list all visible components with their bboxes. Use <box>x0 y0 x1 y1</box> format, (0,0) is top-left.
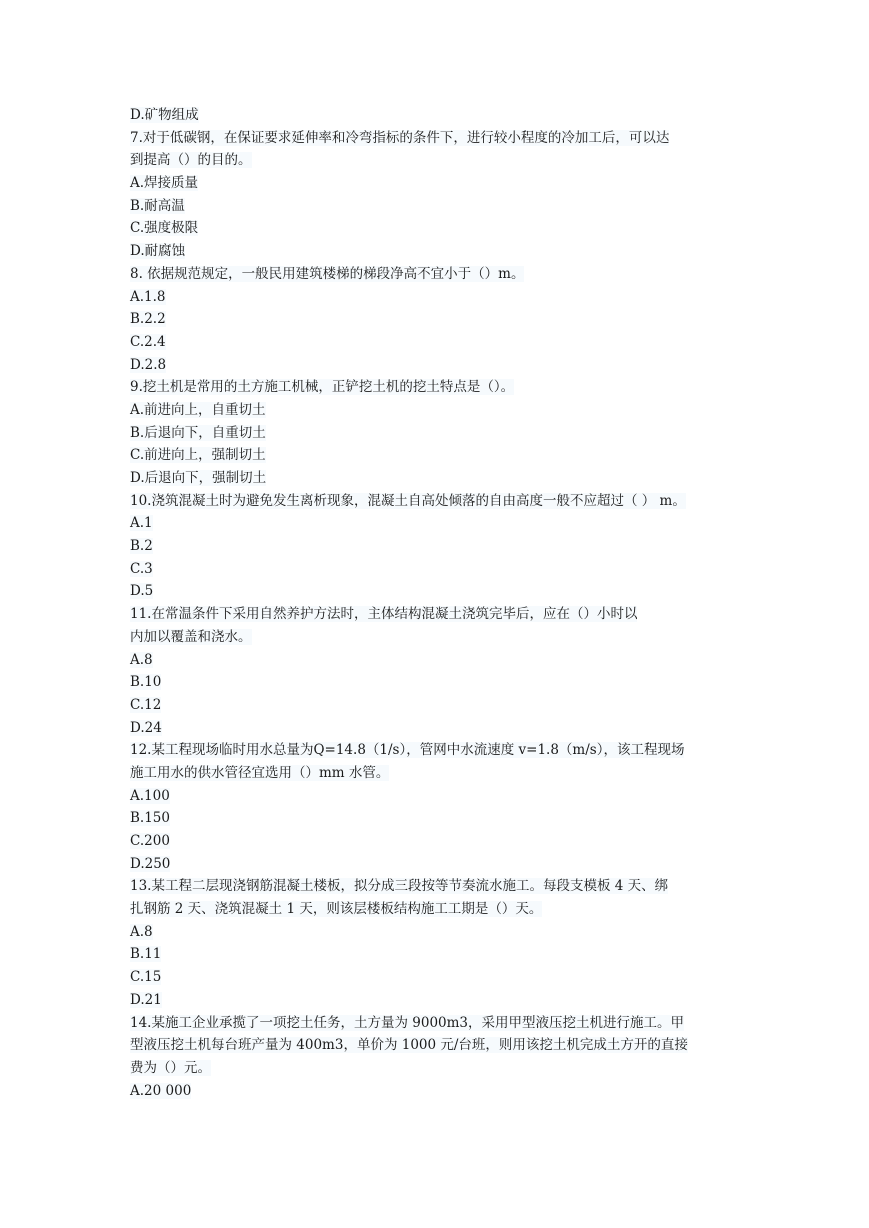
option-d: D.21 <box>130 991 162 1008</box>
option-c: C.3 <box>130 560 153 577</box>
option-d: D.250 <box>130 855 171 872</box>
option-c: C.12 <box>130 696 162 713</box>
question-9: 9.挖土机是常用的土方施工机械，正铲挖土机的挖土特点是（）。 <box>130 379 515 396</box>
option-a: A.8 <box>130 923 153 940</box>
question-13-line-2: 扎钢筋 2 天、浇筑混凝土 1 天，则该层楼板结构施工工期是（）天。 <box>130 901 543 918</box>
question-11-line-1: 11.在常温条件下采用自然养护方法时，主体结构混凝土浇筑完毕后，应在（）小时以 <box>130 606 638 623</box>
option-a: A.1.8 <box>130 288 166 305</box>
question-7-line-2: 到提高（）的目的。 <box>130 152 252 169</box>
question-12-line-1: 12.某工程现场临时用水总量为Q=14.8（1/s），管网中水流速度 v=1.8（m/s），该工程现场 <box>130 742 685 759</box>
text-line: D.矿物组成 <box>130 107 199 123</box>
option-c: C.前进向上，强制切土 <box>130 447 266 464</box>
option-b: B.2.2 <box>130 311 166 328</box>
question-14-line-2: 型液压挖土机每台班产量为 400m3，单价为 1000 元/台班，则用该挖土机完成土方开的直接 <box>130 1037 688 1054</box>
option-b: B.11 <box>130 946 162 963</box>
option-b: B.150 <box>130 810 170 827</box>
option-d: D.5 <box>130 583 154 600</box>
option-a: A.100 <box>130 787 170 804</box>
option-b: B.耐高温 <box>130 197 185 214</box>
question-10: 10.浇筑混凝土时为避免发生离析现象，混凝土自高处倾落的自由高度一般不应超过（ ） m。 <box>130 492 686 509</box>
option-d: D.后退向下，强制切土 <box>130 470 267 486</box>
question-7-line-1: 7.对于低碳钢，在保证要求延伸率和冷弯指标的条件下，进行较小程度的冷加工后，可以达 <box>130 129 670 146</box>
question-14-line-3: 费为（）元。 <box>130 1059 211 1076</box>
question-8: 8. 依据规范规定，一般民用建筑楼梯的梯段净高不宜小于（）m。 <box>130 265 525 282</box>
option-b: B.后退向下，自重切土 <box>130 424 266 441</box>
option-c: C.200 <box>130 833 170 849</box>
option-d: D.2.8 <box>130 356 167 373</box>
option-c: C.15 <box>130 969 162 986</box>
option-d: D.24 <box>130 719 162 736</box>
option-b: B.2 <box>130 538 153 555</box>
option-b: B.10 <box>130 674 162 691</box>
question-12-line-2: 施工用水的供水管径宜选用（）mm 水管。 <box>130 764 390 781</box>
option-d: D.耐腐蚀 <box>130 243 186 260</box>
question-11-line-2: 内加以覆盖和浇水。 <box>130 628 252 645</box>
document-page <box>130 104 745 1102</box>
option-a: A.焊接质量 <box>130 175 199 192</box>
option-a: A.前进向上，自重切土 <box>130 401 266 418</box>
question-13-line-1: 13.某工程二层现浇钢筋混凝土楼板，拟分成三段按等节奏流水施工。每段支模板 4 天、绑 <box>130 878 669 895</box>
option-a: A.20 000 <box>130 1082 192 1099</box>
option-a: A.1 <box>130 515 153 532</box>
option-c: C.强度极限 <box>130 220 199 237</box>
option-c: C.2.4 <box>130 333 166 350</box>
option-a: A.8 <box>130 651 153 668</box>
question-14-line-1: 14.某施工企业承揽了一项挖土任务，土方量为 9000m3，采用甲型液压挖土机进行施工。甲 <box>130 1014 685 1031</box>
